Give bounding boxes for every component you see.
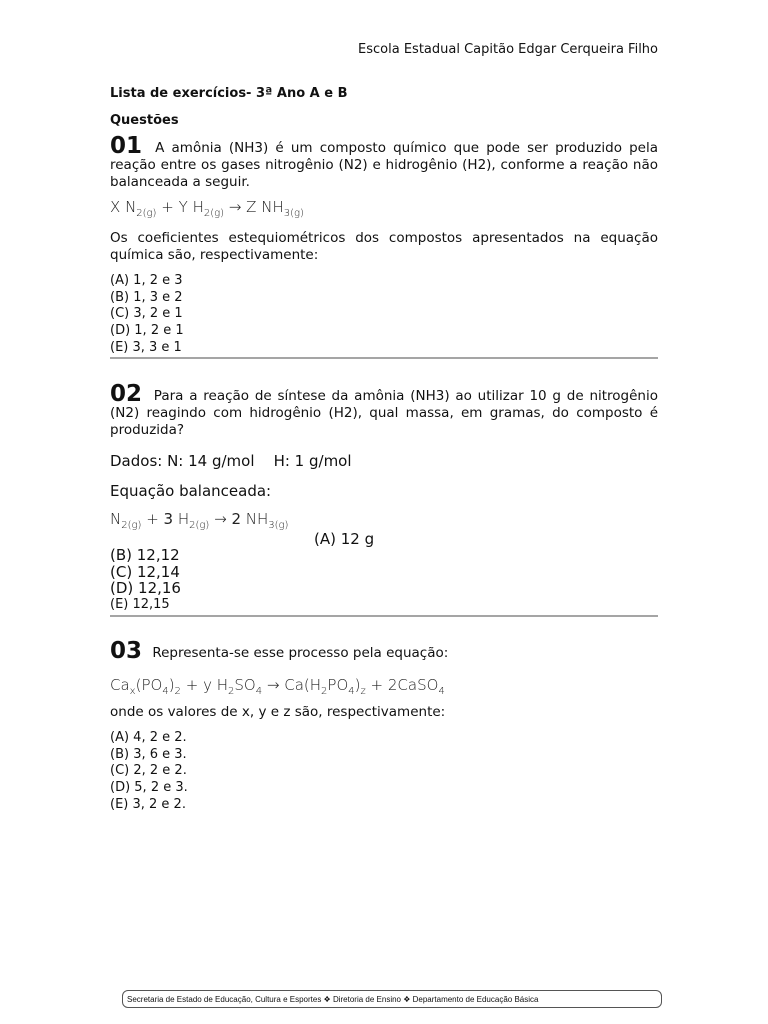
question-2-option-a: (A) 12 g (314, 530, 375, 548)
eq-ca: Ca (110, 676, 130, 694)
option: (D) 1, 2 e 1 (110, 323, 184, 339)
eq-caso: 2CaSO (387, 676, 439, 694)
option: (C) 12,14 (110, 562, 180, 581)
eq-z: z (360, 686, 366, 697)
eq-nh: NH (245, 510, 269, 528)
eq-coef-3: 3 (163, 510, 174, 528)
school-name: Escola Estadual Capitão Edgar Cerqueira Filho (358, 42, 658, 57)
eq-h: H (177, 510, 190, 528)
option: (C) 2, 2 e 2. (110, 763, 187, 779)
eq-plus: + (161, 198, 174, 216)
eq-coef-x: X (110, 198, 121, 216)
option: (B) 3, 6 e 3. (110, 746, 187, 762)
question-3-equation (110, 676, 445, 697)
eq-ca-h: Ca(H (284, 676, 322, 694)
eq-nh-sub: 3(g) (283, 208, 304, 219)
option: (E) 3, 2 e 2. (110, 796, 186, 812)
eq-nh: NH (261, 198, 284, 216)
eq-x: x (129, 686, 136, 697)
question-1-prompt: Os coeficientes estequiométricos dos compostos apresentados na equação química são, respectivamente: (110, 230, 658, 263)
divider (110, 357, 658, 359)
question-2 (110, 381, 658, 439)
eq-n: N (110, 510, 122, 528)
eq-paren2: ) (354, 676, 361, 694)
eq-n-sub: 2(g) (136, 208, 157, 219)
question-1-equation (110, 198, 304, 219)
option: (E) 12,15 (110, 597, 170, 613)
eq-paren: ) (168, 676, 175, 694)
option: (A) 4, 2 e 2. (110, 730, 187, 745)
eq-coef-2: 2 (231, 510, 242, 528)
option: (D) 12,16 (110, 579, 181, 598)
eq-two: 2 (174, 686, 181, 697)
question-1-options (110, 273, 184, 357)
eq-po2-sub: 4 (348, 686, 355, 697)
eq-h: H (216, 676, 229, 694)
eq-h-sub: 2 (228, 686, 235, 697)
section-title: Questões (110, 113, 179, 128)
eq-plus: + (146, 510, 159, 528)
question-3-options (110, 730, 188, 814)
question-2-number: 02 (110, 381, 143, 407)
eq-plus: + (185, 676, 199, 694)
eq-so: SO (234, 676, 256, 694)
option: (C) 3, 2 e 1 (110, 306, 183, 322)
option: (D) 5, 2 e 3. (110, 780, 188, 796)
question-2-text: Para a reação de síntese da amônia (NH3) ao utilizar 10 g de nitrogênio (N2) reagindo com hidrogênio (H2), qual massa, em gramas, do composto é produzida? (110, 388, 658, 438)
eq-arrow: → (266, 676, 280, 694)
eq-h-sub: 2(g) (189, 520, 210, 531)
question-3 (110, 638, 658, 664)
divider (110, 615, 658, 617)
eq-arrow: → (228, 198, 242, 216)
question-1 (110, 133, 658, 191)
question-2-equation-label: Equação balanceada: (110, 482, 272, 500)
list-title: Lista de exercícios- 3ª Ano A e B (110, 86, 348, 101)
question-2-equation (110, 510, 288, 531)
question-2-options (110, 547, 181, 614)
option: (B) 12,12 (110, 546, 180, 564)
question-1-number: 01 (110, 133, 143, 159)
question-3-prompt: onde os valores de x, y e z são, respectivamente: (110, 704, 446, 720)
question-1-text: A amônia (NH3) é um composto químico que pode ser produzido pela reação entre os gases nitrogênio (N2) e hidrogênio (H2), conforme a reação não balanceada a seguir. (110, 140, 658, 190)
eq-n-sub: 2(g) (121, 520, 142, 531)
eq-plus: + (370, 676, 384, 694)
eq-h-sub: 2(g) (203, 208, 225, 219)
eq-caso-sub: 4 (438, 686, 445, 697)
eq-nh-sub: 3(g) (268, 520, 289, 531)
eq-po-sub: 4 (162, 686, 169, 697)
eq-po2: PO (327, 676, 349, 694)
option: (B) 1, 3 e 2 (110, 289, 183, 305)
eq-h2-sub: 2 (321, 686, 328, 697)
question-2-data: Dados: N: 14 g/mol H: 1 g/mol (110, 452, 352, 470)
question-3-text: Representa-se esse processo pela equação: (152, 645, 449, 661)
footer: Secretaria de Estado de Educação, Cultura e Esportes ❖ Diretoria de Ensino ❖ Departamento de Educação Básica (122, 990, 662, 1008)
eq-coef-z: Z (246, 198, 257, 216)
eq-arrow: → (214, 510, 227, 528)
eq-so-sub: 4 (255, 686, 263, 697)
eq-n: N (125, 198, 137, 216)
question-3-number: 03 (110, 638, 143, 664)
eq-y: y (203, 676, 212, 694)
option: (E) 3, 3 e 1 (110, 339, 182, 355)
eq-po: (PO (135, 676, 163, 694)
eq-coef-y: Y (178, 198, 188, 216)
eq-h: H (192, 198, 204, 216)
option: (A) 1, 2 e 3 (110, 273, 183, 288)
